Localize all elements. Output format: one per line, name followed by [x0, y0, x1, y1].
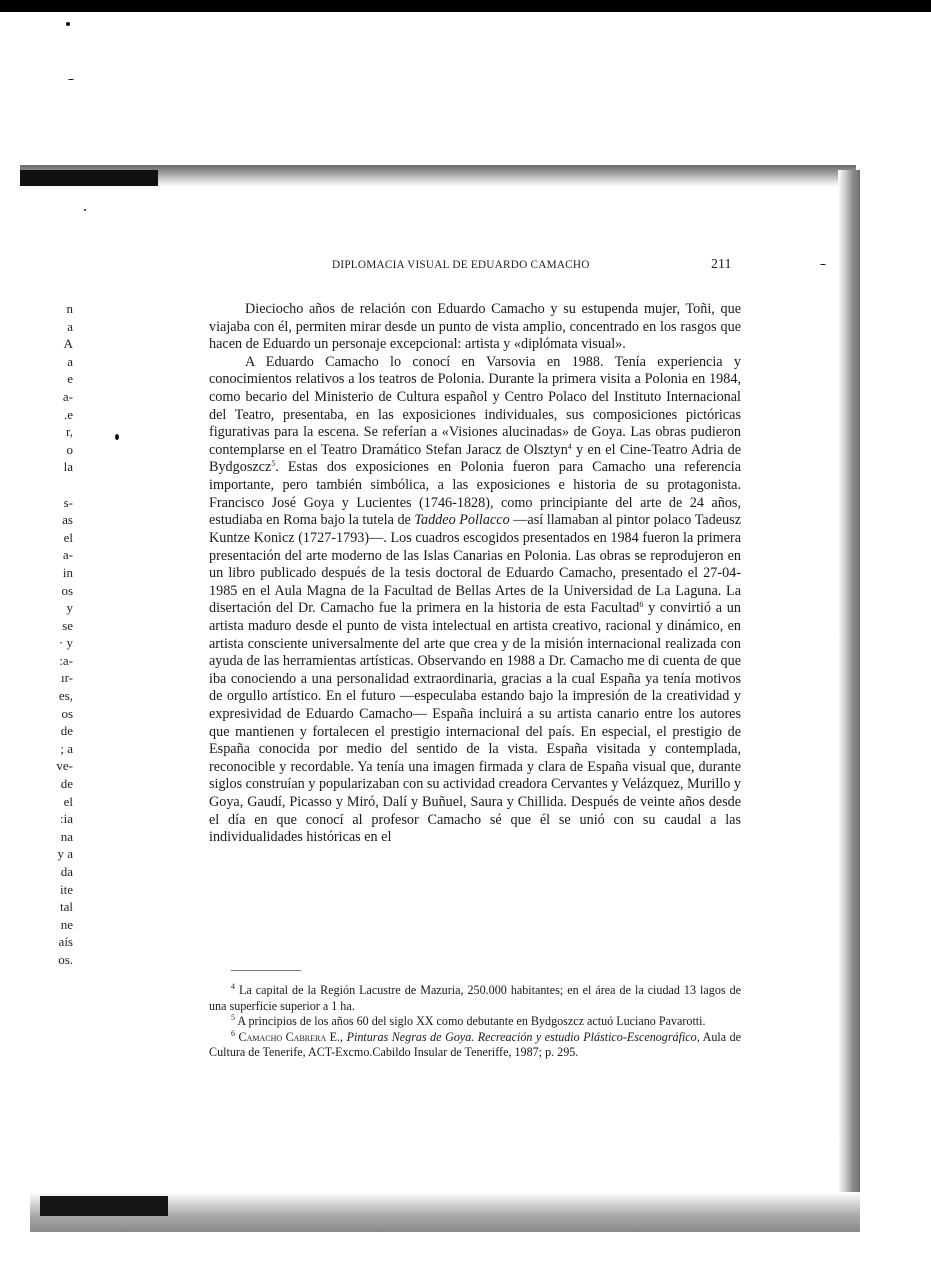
footnote-text: La capital de la Región Lacustre de Mazuria, 250.000 habitantes; en el área de la ciudad 13 lagos de una superficie superior a 1 ha. [209, 983, 741, 1013]
footnote-mark: 6 [231, 1028, 235, 1038]
facing-page-fragment: os [61, 705, 73, 721]
scan-speck [68, 79, 74, 80]
scan-speck [820, 264, 826, 265]
paragraph-text: A Eduardo Camacho lo conocí en Varsovia en 1988. Tenía experiencia y conocimientos relativos a los teatros de Polonia. Durante la primera visita a Polonia en 1984, como becario del Ministerio de Cultura español y Centro Polaco del Instituto Internacional del Teatro, presentaba, en las exposiciones individuales, sus composiciones pictóricas figurativas para la escena. Se referían a «Visiones alucinadas» de Goya. Las obras pudieron contemplarse en el Teatro Dramático Stefan Jaracz de Olsztyn [209, 353, 741, 458]
scan-speck [84, 209, 86, 211]
body-text [209, 301, 741, 847]
facing-page-fragment: s- [63, 494, 73, 510]
facing-page-fragment: as [62, 512, 73, 528]
scan-shadow-bottom-dark [40, 1196, 168, 1216]
paragraph [209, 301, 741, 354]
italic-name: Taddeo Pollacco [414, 512, 510, 529]
facing-page-fragment: :a- [59, 652, 73, 668]
facing-page-fragment [47, 476, 73, 494]
facing-page-fragment: a [67, 353, 73, 369]
running-head: DIPLOMACIA VISUAL DE EDUARDO CAMACHO [332, 259, 590, 271]
facing-page-fragment: aís [58, 934, 73, 950]
facing-page-fragment: de [60, 723, 73, 739]
paragraph-text: y en el Cine-Teatro Adria de Bydgoszcz [209, 441, 741, 476]
footnote-title: Pinturas Negras de Goya. Recreación y estudio Plástico-Escenográfico [346, 1029, 697, 1044]
facing-page-fragment: a [67, 318, 73, 334]
facing-page-fragment: a- [62, 547, 73, 563]
facing-page-fragment: · y [58, 635, 73, 651]
paragraph [209, 354, 741, 847]
facing-page-fragment: de [60, 776, 73, 792]
facing-page-fragment: o [66, 441, 73, 457]
facing-page-margin [47, 300, 73, 969]
facing-page-fragment: es, [58, 688, 73, 704]
facing-page-fragment: y a [57, 846, 73, 862]
page-number: 211 [711, 257, 732, 272]
facing-page-fragment: ite [60, 881, 73, 897]
facing-page-fragment: ır- [60, 670, 73, 686]
paragraph-text: Dieciocho años de relación con Eduardo Camacho y su estupenda mujer, Toñi, que viajaba con él, permiten mirar desde un punto de vista amplio, concentrado en los rasgos que hacen de Eduardo un personaje excepcional: artista y «diplómata visual». [209, 301, 741, 353]
facing-page-fragment: la [63, 459, 73, 475]
facing-page-fragment: tal [60, 899, 73, 915]
facing-page-fragment: .e [63, 406, 73, 422]
facing-page-fragment: :ia [60, 811, 73, 827]
facing-page-fragment: r, [65, 424, 73, 440]
footnote-5 [209, 1014, 741, 1030]
facing-page-fragment: A [63, 336, 73, 352]
scan-speck [115, 434, 119, 440]
facing-page-fragment: na [60, 828, 73, 844]
footnote-mark: 4 [231, 982, 235, 991]
facing-page-fragment: a- [62, 388, 73, 404]
footnote-text: , [340, 1029, 347, 1044]
footnote-ref[interactable]: 4 [567, 441, 572, 451]
footnote-text: A principios de los años 60 del siglo XX como debutante en Bydgoszcz actuó Luciano Pavarotti. [237, 1014, 706, 1029]
facing-page-fragment: da [60, 864, 73, 879]
facing-page-fragment: e [67, 371, 73, 387]
footnote-author: Camacho Cabrera E. [238, 1029, 341, 1044]
footnote-text: , Aula de Cultura de Tenerife, ACT-Excmo.Cabildo Insular de Teneriffe, 1987; p. 295. [209, 1029, 742, 1060]
paragraph-text: y convirtió a un artista maduro desde el punto de vista intelectual en artista creativo, racional y dinámico, en artista consciente universalmente del arte que crea y de la misión internacional realizada con ayuda de las herramientas artísticas. Observando en 1988 a Dr. Camacho me di cuenta de que iba conociendo a una personalidad extraordinaria, gracias a la cual España ya tenía motivos de orgullo artístico. En el futuro —especulaba estando bajo la impresión de la creatividad y expresividad de Eduardo Camacho— España incluirá a su artista canario entre los autores que mantienen y fortalecen el prestigio internacional del país. En especial, el prestigio de España conocida por medio del sentido de la vista. España visitada y contemplada, reconocible y recordable. Ya tenía una imagen firmada y clara de España visual que, durante siglos construían y popularizaban con su actividad creadora Cervantes y Velázquez, Murillo y Goya, Gaudí, Picasso y Miró, Dalí y Buñuel, Saura y Chillida. Después de veinte años desde el día en que conocí al profesor Camacho sé que él se unió con su caudal a las individualidades históricas en el [209, 600, 741, 846]
facing-page-fragment: in [62, 564, 73, 580]
facing-page-fragment: ve- [56, 758, 73, 774]
facing-page-fragment: os. [58, 951, 73, 967]
footnote-rule [231, 970, 301, 971]
facing-page-fragment: el [63, 529, 73, 545]
footnote-mark: 5 [231, 1013, 235, 1023]
paragraph-text: —así llamaban al pintor polaco Tadeusz Kuntze Konicz (1727-1793)—. Los cuadros escogidos presentados en 1984 fueron la primera presentación del arte moderno de las Islas Canarias en Polonia. Las obras se reprodujeron en un libro publicado después de la tesis doctoral de Eduardo Camacho, presentado el 27-04-1985 en el Aula Magna de la Facultad de Bellas Artes de la Universidad de La Laguna. La disertación del Dr. Camacho fue la primera en la historia de esta Facultad [209, 512, 741, 617]
footnote-6 [209, 1030, 741, 1061]
footnotes [209, 983, 741, 1061]
facing-page-fragment: ne [60, 916, 73, 932]
facing-page-fragment: y [66, 600, 73, 616]
facing-page-fragment: n [66, 301, 73, 316]
scan-shadow-right [838, 170, 860, 1215]
facing-page-fragment: ; a [60, 740, 73, 756]
scan-speck [66, 22, 70, 26]
facing-page-fragment: os [61, 582, 73, 598]
scan-top-band [0, 0, 931, 12]
facing-page-fragment: el [63, 793, 73, 809]
footnote-4 [209, 983, 741, 1014]
footnote-ref[interactable]: 6 [639, 600, 644, 610]
facing-page-fragment: se [62, 617, 73, 633]
footnote-ref[interactable]: 5 [271, 459, 276, 469]
scan-shadow-top-dark [20, 170, 158, 186]
paragraph-text: . Estas dos exposiciones en Polonia fueron para Camacho una referencia importante, pero también simbólica, a las exposiciones e historia de su protagonista. Francisco José Goya y Lucientes (1746-1828), como principiante del arte de 24 años, estudiaba en Roma bajo la tutela de [209, 459, 741, 529]
